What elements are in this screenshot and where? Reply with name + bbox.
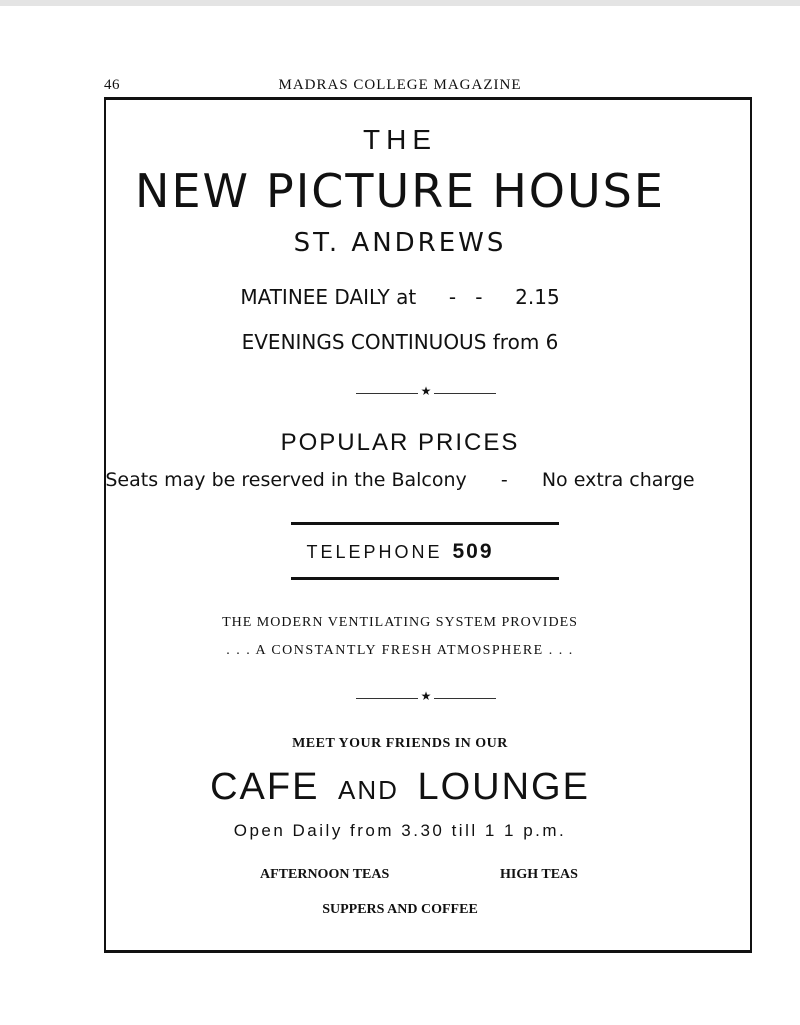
matinee-time: 2.15 xyxy=(515,285,560,309)
cinema-name-word-1: NEW xyxy=(135,164,250,218)
seats-note: No extra charge xyxy=(541,469,695,491)
cinema-name-word-2: PICTURE xyxy=(266,164,477,218)
seats-text: Seats may be reserved in the Balcony xyxy=(105,469,467,491)
star-icon: ★ xyxy=(420,689,432,703)
seats-dash: - xyxy=(500,469,508,491)
cinema-name-word-3: HOUSE xyxy=(492,164,665,218)
open-hours: Open Daily from 3.30 till 1 1 p.m. xyxy=(233,821,567,840)
divider-rule-right xyxy=(434,393,496,394)
divider-rule-right xyxy=(434,698,496,699)
telephone-rule-top xyxy=(291,522,559,525)
suppers-and-coffee: SUPPERS AND COFFEE xyxy=(322,902,478,917)
lounge-word: LOUNGE xyxy=(417,766,590,808)
meet-friends-line: MEET YOUR FRIENDS IN OUR xyxy=(292,736,508,751)
ad-article: THE xyxy=(363,124,437,155)
star-divider-2 xyxy=(356,689,496,703)
high-teas: HIGH TEAS xyxy=(500,867,578,882)
telephone-rule-bottom xyxy=(291,577,559,580)
running-title: MADRAS COLLEGE MAGAZINE xyxy=(278,77,522,93)
popular-prices: POPULAR PRICES xyxy=(280,429,520,456)
cafe-word: CAFE xyxy=(210,766,320,808)
ventilation-line-2: . . . A CONSTANTLY FRESH ATMOSPHERE . . . xyxy=(226,643,574,658)
page-number: 46 xyxy=(104,77,120,93)
star-divider-1 xyxy=(356,384,496,398)
matinee-line xyxy=(0,285,800,309)
evenings-line: EVENINGS CONTINUOUS from 6 xyxy=(241,330,559,354)
afternoon-teas: AFTERNOON TEAS xyxy=(260,867,390,882)
ventilation-line-1: THE MODERN VENTILATING SYSTEM PROVIDES xyxy=(222,615,578,630)
and-word: AND xyxy=(337,775,399,805)
seats-line xyxy=(0,469,800,491)
telephone-number: 509 xyxy=(452,540,494,563)
matinee-dashes: - - xyxy=(448,285,483,309)
cinema-town: ST. ANDREWS xyxy=(293,228,507,258)
page-top-shadow xyxy=(0,0,800,6)
cinema-name xyxy=(0,164,800,218)
matinee-label: MATINEE DAILY at xyxy=(240,285,417,309)
telephone-line xyxy=(0,540,800,564)
telephone-label: TELEPHONE xyxy=(306,542,443,562)
cafe-lounge-heading xyxy=(0,766,800,809)
star-icon: ★ xyxy=(420,384,432,398)
